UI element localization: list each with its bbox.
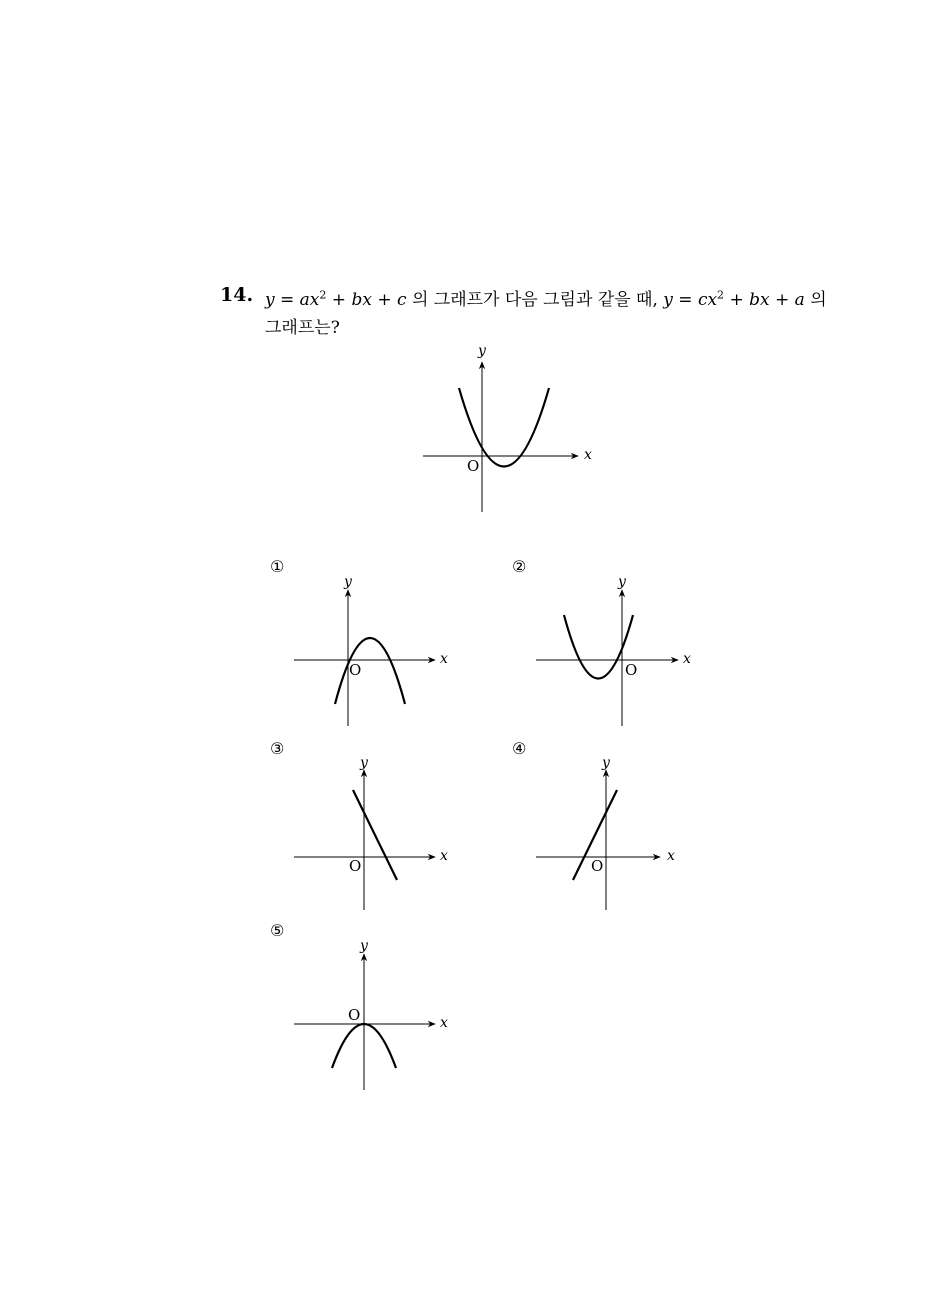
svg-text:x: x	[667, 848, 675, 864]
choice-4-graph	[536, 755, 675, 910]
choice-2-parabola	[564, 615, 633, 679]
svg-text:x: x	[683, 651, 691, 667]
svg-text:y: y	[344, 574, 352, 590]
choice-2-graph	[536, 574, 691, 726]
main-x-label: x	[584, 447, 592, 463]
choice-3-label[interactable]: ③	[270, 739, 285, 758]
question-number: 14.	[220, 284, 254, 306]
choice-1-label[interactable]: ①	[270, 557, 285, 576]
main-y-label: y	[478, 343, 486, 359]
choice-4-label[interactable]: ④	[512, 739, 527, 758]
svg-text:y: y	[618, 574, 626, 590]
svg-text:x: x	[440, 848, 448, 864]
svg-text:O: O	[348, 1006, 361, 1024]
choice-5-label[interactable]: ⑤	[270, 921, 285, 940]
svg-text:y: y	[360, 755, 368, 771]
svg-text:O: O	[349, 857, 362, 875]
svg-text:O: O	[349, 661, 362, 679]
choice-5-graph	[294, 938, 448, 1090]
svg-text:O: O	[625, 661, 638, 679]
choice-1-parabola	[335, 638, 405, 704]
svg-text:x: x	[440, 1015, 448, 1031]
choice-2-label[interactable]: ②	[512, 557, 527, 576]
svg-text:y: y	[360, 938, 368, 954]
main-origin-label: O	[467, 457, 480, 475]
svg-text:y: y	[602, 755, 610, 771]
svg-text:O: O	[591, 857, 604, 875]
choice-3-graph	[294, 755, 448, 910]
main-parabola	[459, 388, 549, 467]
question-text-line2: 그래프는?	[265, 318, 340, 338]
svg-text:x: x	[440, 651, 448, 667]
question-text-line1: $y = ax^2$ + bx + c 의 그래프가 다음 그림과 같을 때, $y = cx^2$ + bx + a 의	[265, 288, 827, 310]
main-graph	[423, 343, 592, 512]
choice-1-graph	[294, 574, 448, 726]
